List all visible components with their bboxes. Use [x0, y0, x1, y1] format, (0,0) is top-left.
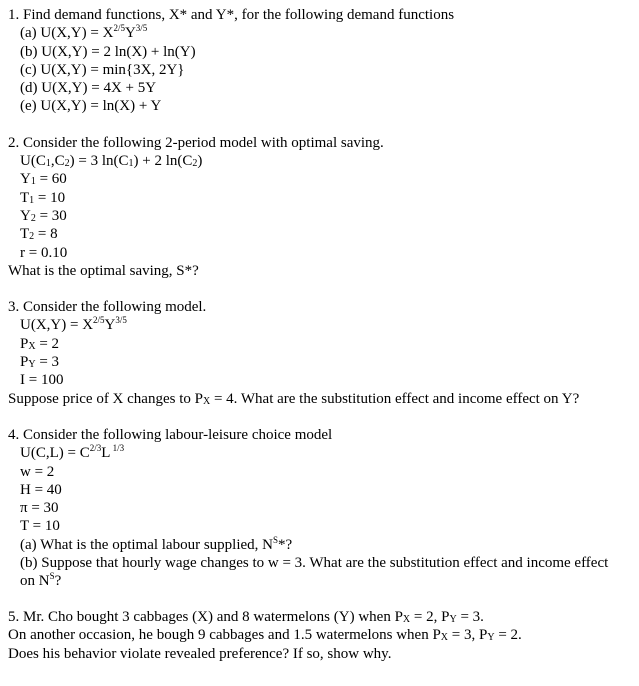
- q4-non-labour-income: π = 30: [20, 500, 59, 517]
- q2-title: 2. Consider the following 2-period model with optimal saving.: [8, 134, 384, 151]
- q2-y1: $Y_1 = 60$: [20, 171, 67, 188]
- q4-wage: w = 2: [20, 463, 55, 480]
- q4-part-a: (a) What is the optimal labour supplied, $N^S*$?: [20, 534, 293, 553]
- q1-title: 1. Find demand functions, X* and Y*, for the following demand functions: [8, 7, 455, 23]
- q2-question: What is the optimal saving, S*?: [8, 262, 199, 279]
- q2-t1: $T_1 = 10$: [20, 189, 66, 206]
- q4-part-b: (b) Suppose that hourly wage changes to w = 3. What are the substitution effect and income effect on $N^S$?: [20, 555, 609, 590]
- q1-part-c: (c) U(X,Y) = min{3X, 2Y}: [20, 61, 185, 78]
- q1-part-a: (a) $U(X,Y) = X^{2/5}Y^{3/5}$: [20, 23, 148, 42]
- q4-hours: H = 40: [20, 481, 62, 498]
- q5-line-3: Does his behavior violate revealed preference? If so, show why.: [8, 645, 392, 662]
- q5-line-1: 5. Mr. Cho bought 3 cabbages (X) and 8 watermelons (Y) when $P_X = 2$, $P_Y = 3$.: [8, 609, 484, 626]
- q2-t2: $T_2 = 8$: [20, 226, 58, 243]
- q3-title: 3. Consider the following model.: [8, 299, 207, 316]
- q3-income: I = 100: [20, 372, 64, 389]
- q5-line-2: On another occasion, he bough 9 cabbages and 1.5 watermelons when $P_X = 3$, $P_Y = 2$.: [8, 627, 522, 644]
- q2-interest-rate: r = 0.10: [20, 244, 68, 261]
- q1-part-b: (b) U(X,Y) = 2 ln(X) + ln(Y): [20, 43, 196, 60]
- q1-part-d: (d) U(X,Y) = 4X + 5Y: [20, 80, 157, 97]
- q2-y2: $Y_2 = 30$: [20, 207, 67, 224]
- q3-price-y: $P_Y = 3$: [20, 354, 60, 371]
- q3-utility: $U(X,Y) = X^{2/5}Y^{3/5}$: [20, 315, 127, 334]
- q3-question: Suppose price of X changes to $P_X = 4$. What are the substitution effect and income effect on Y?: [8, 390, 580, 407]
- q4-utility: $U(C,L) = C^{2/3}L$ $^{1/3}$: [20, 443, 125, 462]
- q4-title: 4. Consider the following labour-leisure choice model: [8, 426, 333, 443]
- q3-price-x: $P_X = 2$: [20, 335, 60, 352]
- q2-utility: $U(C_1,C_2) = 3$ $\ln(C_1) + 2$ $\ln(C_2)$: [20, 153, 203, 170]
- q1-part-e: (e) U(X,Y) = ln(X) + Y: [20, 98, 162, 115]
- q4-tax: T = 10: [20, 518, 60, 535]
